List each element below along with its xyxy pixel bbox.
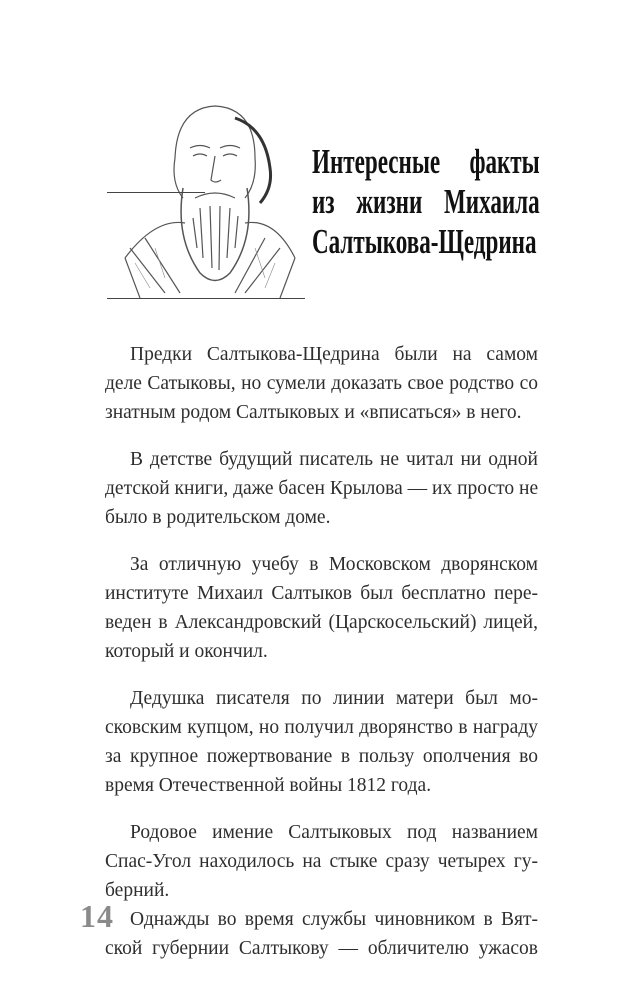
text-line: Родовое имение Салтыковых под названием: [130, 822, 538, 843]
paragraph: [105, 818, 538, 905]
page-number: 14: [80, 898, 114, 934]
text-line: за крупное пожертвование в пользу ополчения во: [105, 746, 538, 767]
text-line: институте Михаил Салтыков был бесплатно пере-: [105, 583, 538, 604]
text-line: который и окончил.: [105, 641, 268, 662]
text-line: берний.: [105, 880, 170, 901]
text-line: Предки Салтыкова-Щедрина были на самом: [130, 344, 538, 365]
paragraph: [105, 905, 538, 963]
divider-rule: [107, 192, 205, 193]
text-line: Дедушка писателя по линии матери был мо-: [130, 688, 538, 709]
text-line: веден в Александровский (Царскосельский) лицей,: [105, 612, 538, 633]
text-line: Однажды во время службы чиновником в Вят-: [130, 909, 538, 930]
text-line: деле Сатыковы, но сумели доказать свое родство со: [105, 373, 538, 394]
text-line: Спас-Угол находилось на стыке сразу четырех гу-: [105, 851, 538, 872]
text-line: За отличную учебу в Московском дворянском: [130, 554, 538, 575]
text-line: время Отечественной войны 1812 года.: [105, 775, 432, 796]
text-line: В детстве будущий писатель не читал ни одной: [130, 449, 538, 470]
paragraph: [105, 445, 538, 532]
divider-rule: [107, 298, 305, 299]
paragraph: [105, 550, 538, 666]
paragraph: [105, 340, 538, 427]
text-line: ской губернии Салтыкову — обличителю ужасов: [105, 938, 538, 959]
title-line: Интересные факты: [312, 142, 540, 181]
text-line: детской книги, даже басен Крылова — их просто не: [105, 478, 539, 499]
text-line: сковским купцом, но получил дворянство в награду: [105, 717, 538, 738]
portrait-illustration: [105, 88, 305, 300]
text-line: было в родительском доме.: [105, 507, 331, 528]
body-text: [105, 340, 538, 981]
title-line: Салтыкова-Щедрина: [312, 222, 537, 261]
paragraph: [105, 684, 538, 800]
chapter-title: [312, 142, 540, 262]
title-line: из жизни Михаила: [312, 182, 540, 221]
text-line: знатным родом Салтыковых и «вписаться» в него.: [105, 402, 522, 423]
